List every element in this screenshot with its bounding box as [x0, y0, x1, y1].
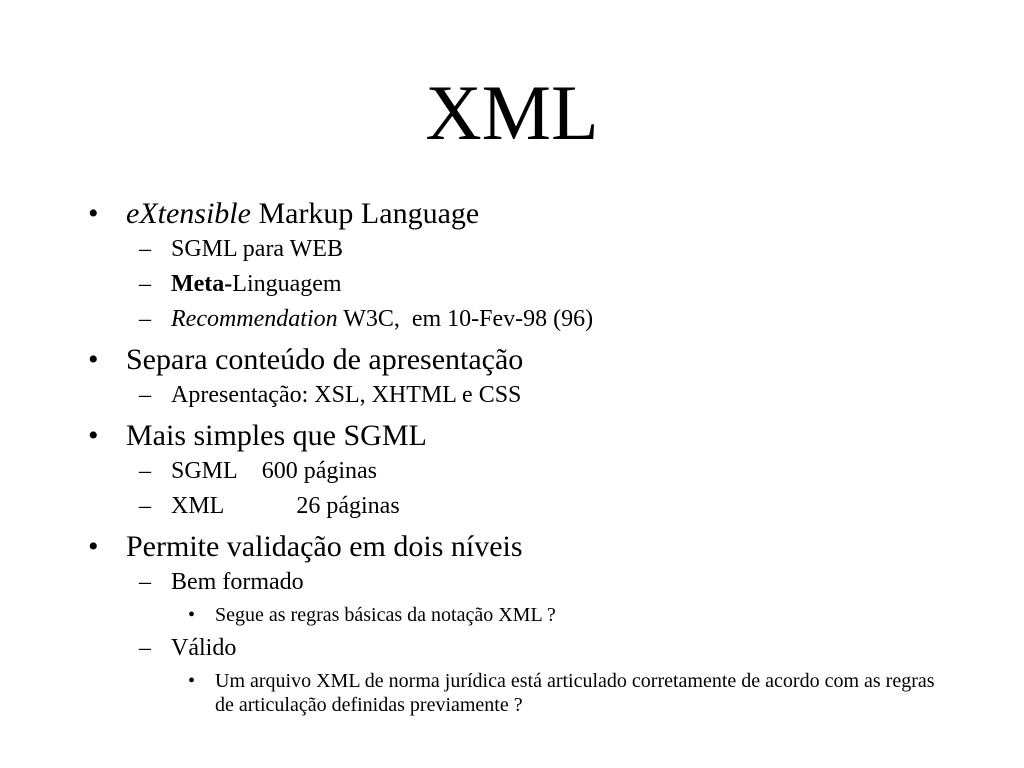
dash-marker: –	[139, 493, 151, 519]
dash-marker: –	[139, 569, 151, 595]
dash-marker: –	[139, 271, 151, 297]
dash-marker: –	[139, 458, 151, 484]
subbullet-apresentacao	[88, 378, 948, 413]
bullet-separa-conteudo	[88, 342, 948, 378]
dash-marker: –	[139, 635, 151, 661]
subsubbullet-norma-juridica	[88, 669, 948, 717]
subbullet-bold-prefix: Meta-	[171, 271, 233, 297]
bullet-italic-prefix: eXtensible	[126, 197, 251, 230]
bullet-text: Mais simples que SGML	[126, 419, 427, 452]
subbullet-value: 26 páginas	[296, 493, 400, 519]
subbullet-italic-prefix: Recommendation	[171, 306, 338, 332]
subbullet-xml-pages	[88, 489, 948, 524]
subsubbullet-regras-basicas	[88, 603, 948, 627]
bullet-permite-validacao	[88, 529, 948, 565]
subbullet-name: XML	[171, 493, 225, 519]
subbullet-bem-formado	[88, 565, 948, 600]
small-bullet-marker: •	[188, 604, 196, 626]
bullet-mais-simples	[88, 418, 948, 454]
subbullet-sgml-para-web	[88, 232, 948, 267]
bullet-extensible	[88, 196, 948, 232]
bullet-marker: •	[88, 343, 99, 376]
subbullet-text: Válido	[171, 635, 237, 661]
slide-title: XML	[425, 69, 599, 156]
subsubbullet-text: Um arquivo XML de norma jurídica está articulado corretamente de acordo com as regras de articulação definidas previamente ?	[215, 670, 935, 716]
bullet-marker: •	[88, 419, 99, 452]
subbullet-text: Apresentação: XSL, XHTML e CSS	[171, 382, 522, 408]
subbullet-value: 600 páginas	[261, 458, 377, 484]
subbullet-recommendation	[88, 302, 948, 337]
bullet-text: Markup Language	[250, 197, 480, 230]
bullet-marker: •	[88, 530, 99, 563]
subbullet-text: Bem formado	[171, 569, 304, 595]
dash-marker: –	[139, 382, 151, 408]
bullet-text: Separa conteúdo de apresentação	[126, 343, 524, 376]
bullet-list	[88, 196, 948, 721]
subbullet-valido	[88, 631, 948, 666]
dash-marker: –	[139, 306, 151, 332]
subbullet-text: SGML para WEB	[171, 236, 343, 262]
subsubbullet-text: Segue as regras básicas da notação XML ?	[215, 604, 556, 626]
subbullet-name: SGML	[171, 458, 238, 484]
subbullet-text: W3C, em 10-Fev-98 (96)	[337, 306, 594, 332]
small-bullet-marker: •	[188, 670, 196, 692]
subbullet-sgml-pages	[88, 454, 948, 489]
dash-marker: –	[139, 236, 151, 262]
subbullet-meta-linguagem	[88, 267, 948, 302]
bullet-text: Permite validação em dois níveis	[126, 530, 523, 563]
subbullet-text: Linguagem	[232, 271, 342, 297]
bullet-marker: •	[88, 197, 99, 230]
